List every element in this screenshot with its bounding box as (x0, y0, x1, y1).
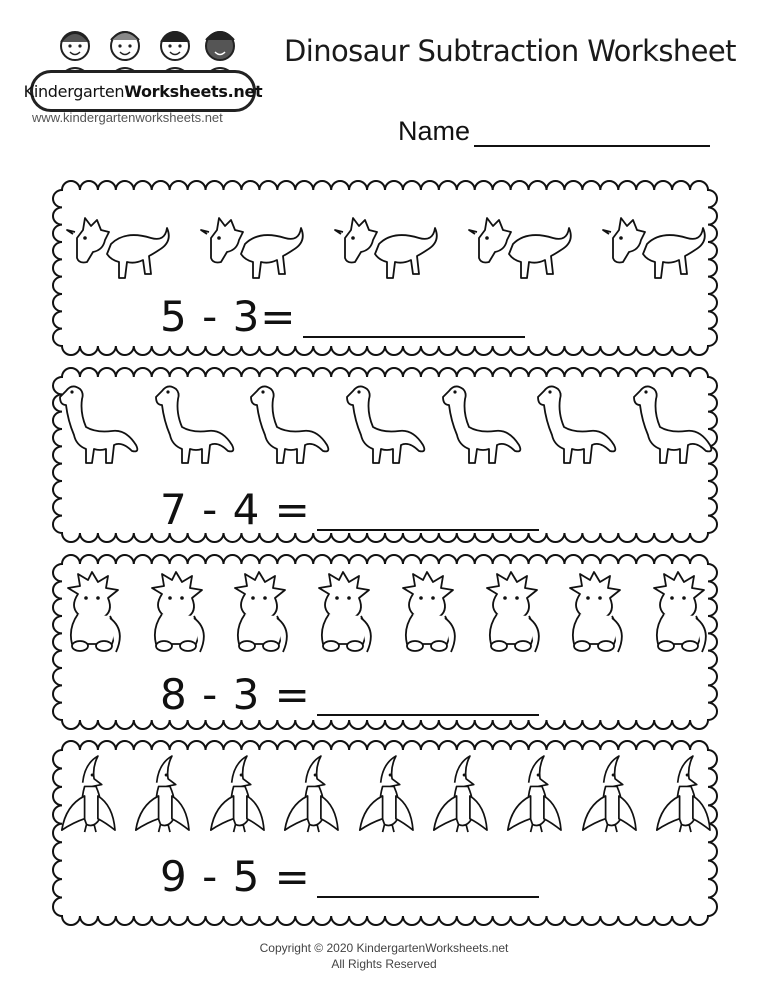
dino-row (50, 752, 720, 838)
problem-expression: 8 - 3 = (160, 670, 311, 719)
brachiosaurus-icon (534, 379, 618, 465)
dino-row (50, 566, 720, 656)
brachiosaurus-icon (630, 379, 714, 465)
worksheet-title: Dinosaur Subtraction Worksheet (284, 34, 736, 68)
pterodactyl-icon (356, 752, 415, 838)
answer-line[interactable] (317, 684, 539, 716)
problem-box (50, 365, 720, 545)
triceratops-sitting-icon (309, 566, 377, 656)
problem-row (160, 292, 525, 341)
brachiosaurus-icon (152, 379, 236, 465)
answer-line[interactable] (317, 499, 539, 531)
name-field[interactable] (398, 116, 710, 147)
pterodactyl-icon (58, 752, 117, 838)
problem-row (160, 670, 539, 719)
brachiosaurus-icon (247, 379, 331, 465)
triceratops-sitting-icon (477, 566, 545, 656)
kids-faces-icon (50, 18, 240, 76)
pterodactyl-icon (579, 752, 638, 838)
triceratops-walking-icon (331, 204, 439, 286)
triceratops-sitting-icon (393, 566, 461, 656)
dino-row (50, 379, 720, 465)
logo-text-part1: Kindergarten (23, 81, 125, 101)
triceratops-sitting-icon (225, 566, 293, 656)
problem-box (50, 552, 720, 732)
triceratops-walking-icon (465, 204, 573, 286)
answer-line[interactable] (317, 866, 539, 898)
brachiosaurus-icon (439, 379, 523, 465)
pterodactyl-icon (653, 752, 712, 838)
logo-badge (23, 70, 263, 112)
site-logo[interactable] (23, 18, 263, 128)
dino-row (50, 204, 720, 286)
problem-row (160, 485, 539, 534)
problem-expression: 9 - 5 = (160, 852, 311, 901)
triceratops-sitting-icon (560, 566, 628, 656)
copyright-text: Copyright © 2020 KindergartenWorksheets.net (259, 941, 509, 955)
rights-text: All Rights Reserved (331, 957, 437, 971)
triceratops-walking-icon (599, 204, 707, 286)
pterodactyl-icon (430, 752, 489, 838)
pterodactyl-icon (504, 752, 563, 838)
triceratops-walking-icon (63, 204, 171, 286)
logo-text-part2: Worksheets.net (124, 81, 263, 101)
problem-row (160, 852, 539, 901)
problem-expression: 5 - 3= (160, 292, 297, 341)
brachiosaurus-icon (343, 379, 427, 465)
problem-expression: 7 - 4 = (160, 485, 311, 534)
pterodactyl-icon (132, 752, 191, 838)
problem-box (50, 738, 720, 928)
footer (0, 940, 768, 972)
pterodactyl-icon (281, 752, 340, 838)
triceratops-sitting-icon (644, 566, 712, 656)
site-url[interactable]: www.kindergartenworksheets.net (32, 110, 223, 125)
name-label: Name (398, 116, 471, 146)
name-line[interactable] (474, 119, 710, 147)
triceratops-sitting-icon (142, 566, 210, 656)
answer-line[interactable] (303, 306, 525, 338)
triceratops-walking-icon (197, 204, 305, 286)
brachiosaurus-icon (56, 379, 140, 465)
pterodactyl-icon (207, 752, 266, 838)
triceratops-sitting-icon (58, 566, 126, 656)
problem-box (50, 178, 720, 358)
